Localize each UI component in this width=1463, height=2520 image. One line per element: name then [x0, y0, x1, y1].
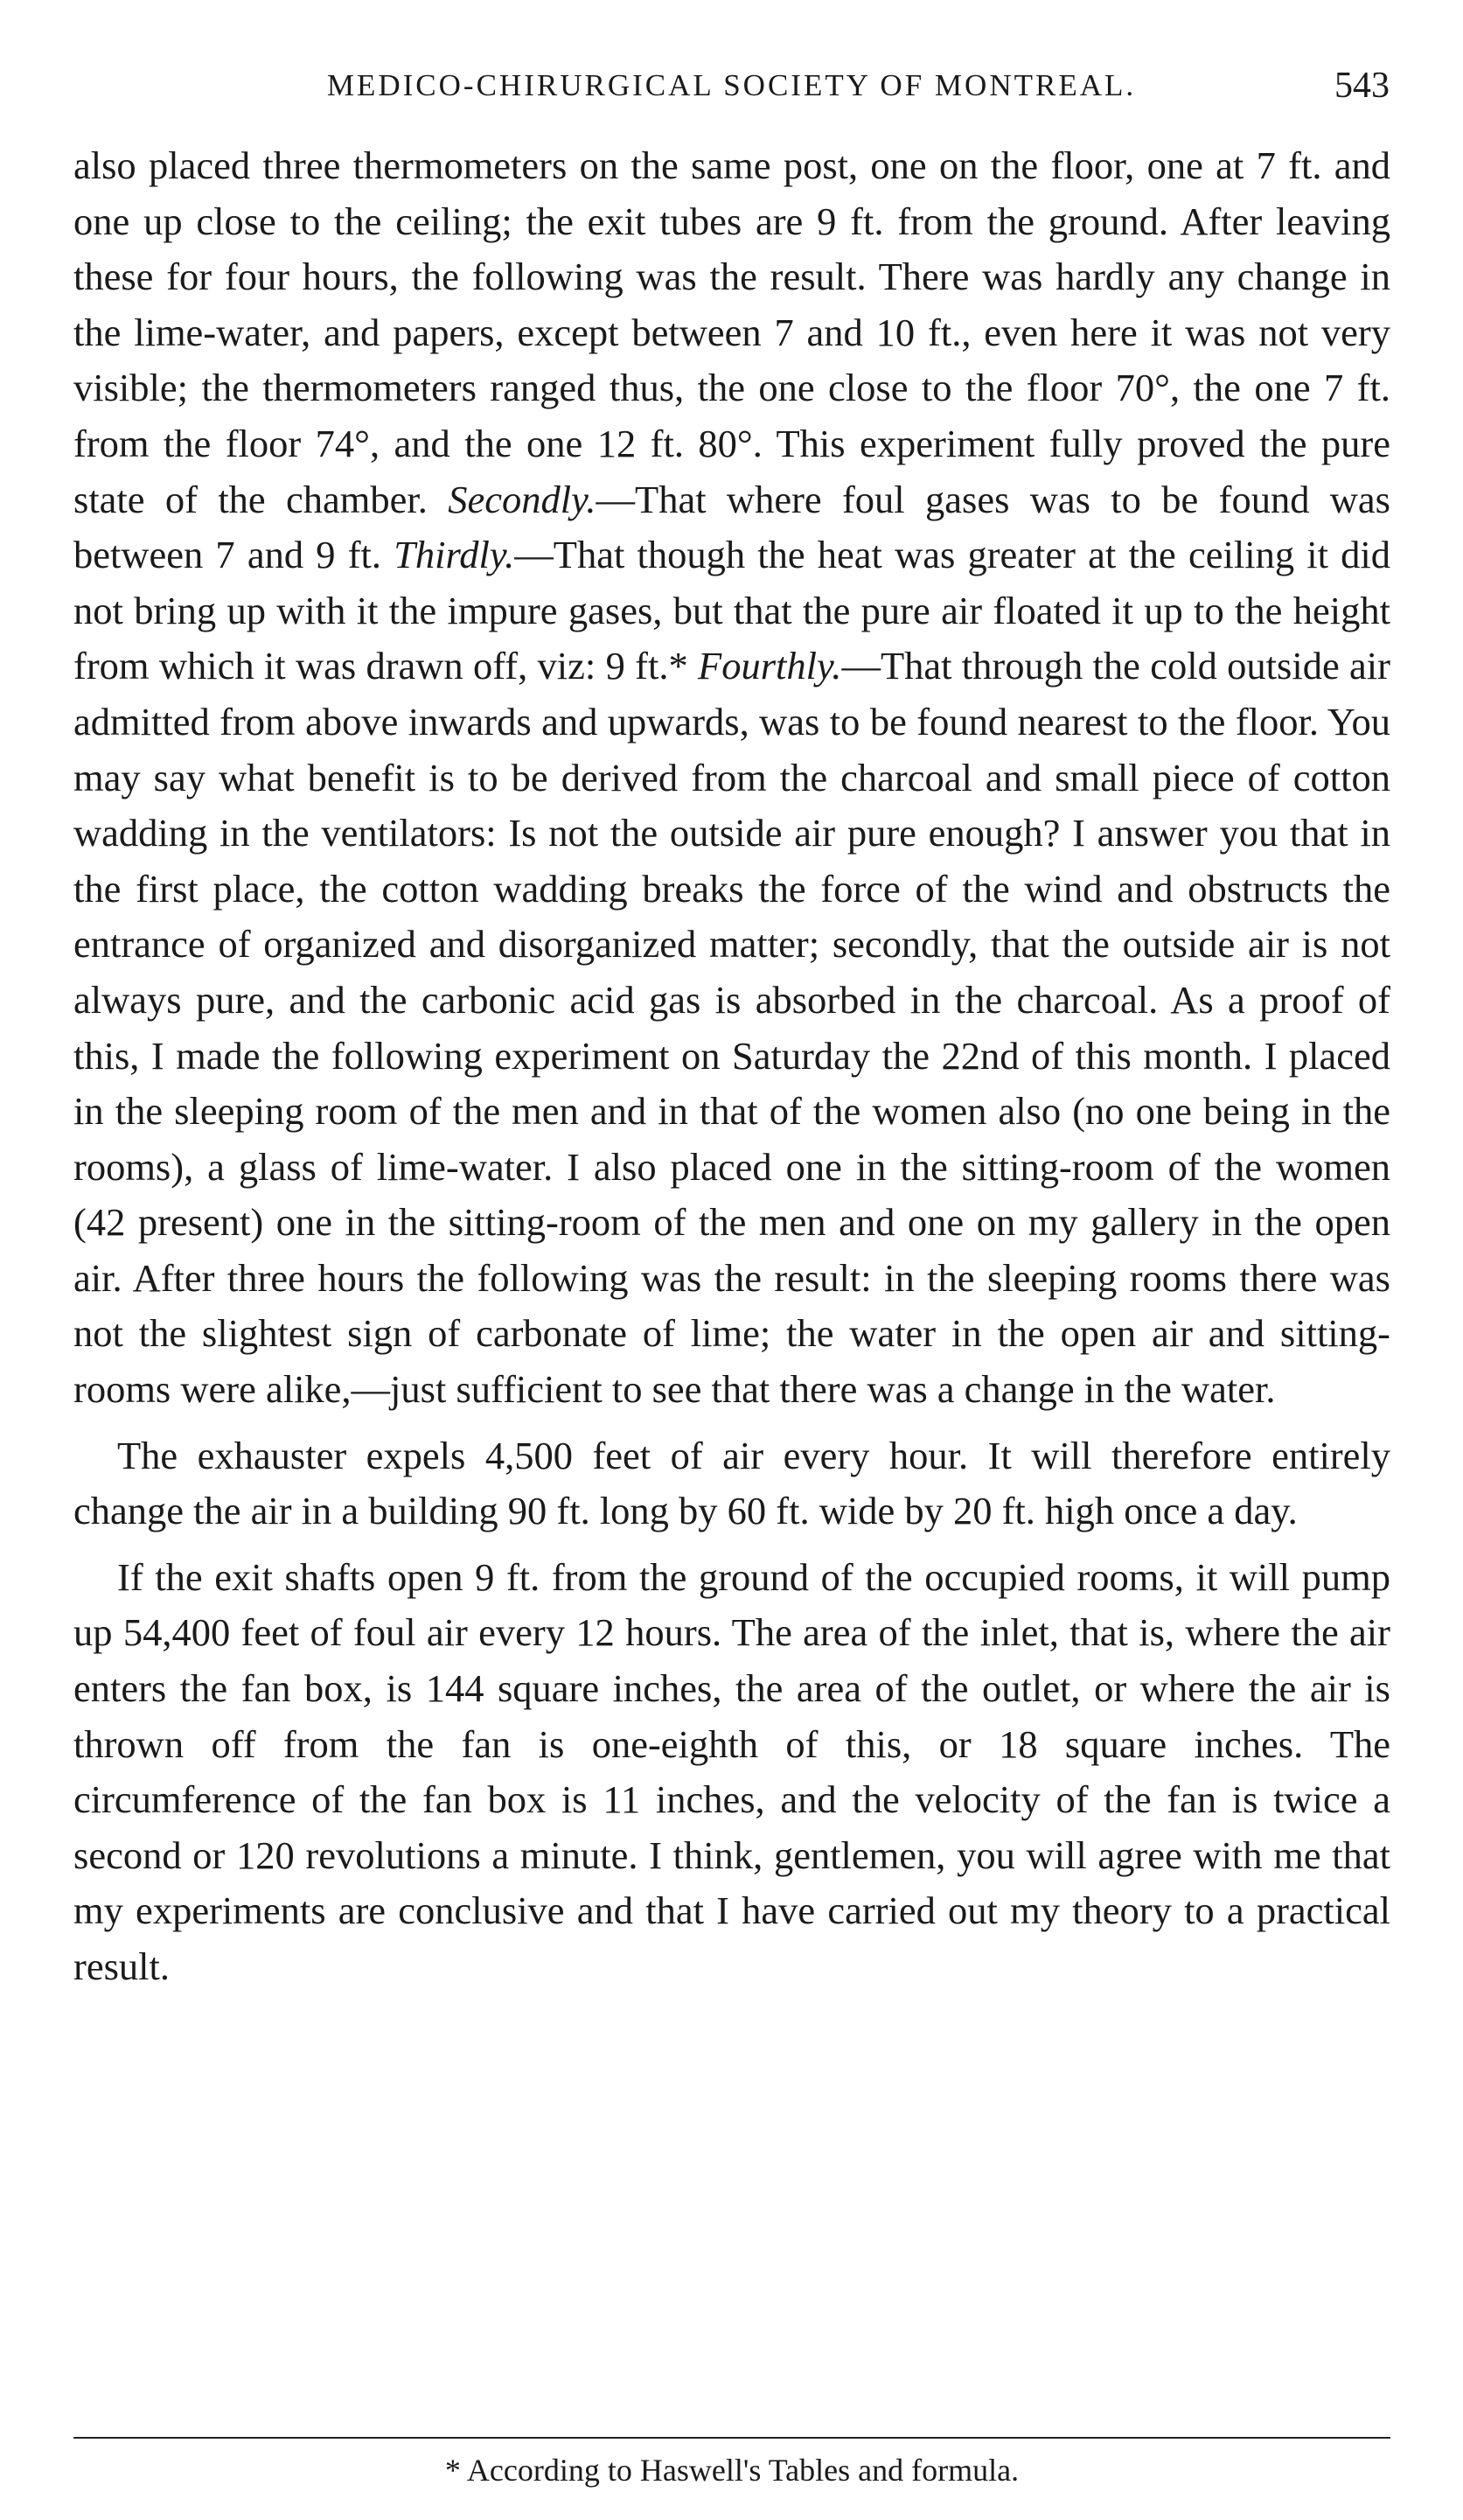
paragraph-exit-shafts: If the exit shafts open 9 ft. from the ground of the occupied rooms, it will pump up 54,400 feet of foul air every 12 hours. The area of the inlet, that is, where the air enters the fan box, is 144 square inches, the area of the outlet, or where the air is thrown off from the fan is one-eighth of this, or 18 square inches. The circumference of the fan box is 11 inches, and the velocity of the fan is twice a second or 120 revolutions a minute. I think, gentlemen, you will agree with me that my experiments are conclusive and that I have carried out my theory to a practical result. [73, 1554, 1390, 1988]
paragraph-exhauster: The exhauster expels 4,500 feet of air every hour. It will therefore entirely change the air in a building 90 ft. long by 60 ft. wide by 20 ft. high once a day. [73, 1433, 1390, 1533]
paragraph-text: —That where foul gases was to be found was between 7 and 9 ft. [73, 477, 1390, 577]
italic-secondly: Secondly. [448, 477, 596, 521]
paragraph-continued [73, 138, 1390, 1418]
body-text [73, 138, 1390, 1995]
page-header [73, 65, 1390, 117]
italic-thirdly: Thirdly. [394, 533, 515, 577]
paragraph-text: —That though the heat was greater at the ceiling it did not bring up with it the impure gases, but that the pure air floated it up to the height from which it was drawn off, viz: 9 ft.* [73, 533, 1391, 688]
footnote: * According to Haswell's Tables and formula. [444, 2453, 1020, 2488]
running-head: MEDICO-CHIRURGICAL SOCIETY OF MONTREAL. [326, 68, 1137, 102]
footnote-divider [73, 2437, 1390, 2439]
italic-fourthly: Fourthly. [698, 644, 842, 688]
page-number: 543 [1334, 66, 1390, 106]
paragraph-text: —That through the cold outside air admitted from above inwards and upwards, was to be found nearest to the floor. You may say what benefit is to be derived from the charcoal and small piece of cotton wadding in the ventilators: Is not the outside air pure enough? I answer you that in the first place, the cotton wadding breaks the force of the wind and obstructs the entrance of organized and disorganized matter; secondly, that the outside air is not always pure, and the carbonic acid gas is absorbed in the charcoal. As a proof of this, I made the following experiment on Saturday the 22nd of this month. I placed in the sleeping room of the men and in that of the women also (no one being in the rooms), a glass of lime-water. I also placed one in the sitting-room of the women (42 present) one in the sitting-room of the men and one on my gallery in the open air. After three hours the following was the result: in the sleeping rooms there was not the slightest sign of carbonate of lime; the water in the open air and sitting-rooms were alike,—just sufficient to see that there was a change in the water. [73, 644, 1390, 1412]
paragraph-text: also placed three thermometers on the same post, one on the floor, one at 7 ft. and one up close to the ceiling; the exit tubes are 9 ft. from the ground. After leaving these for four hours, the following was the result. There was hardly any change in the lime-water, and papers, except between 7 and 10 ft., even here it was not very visible; the thermometers ranged thus, the one close to the floor 70°, the one 7 ft. from the floor 74°, and the one 12 ft. 80°. This experiment fully proved the pure state of the chamber. [73, 143, 1390, 521]
